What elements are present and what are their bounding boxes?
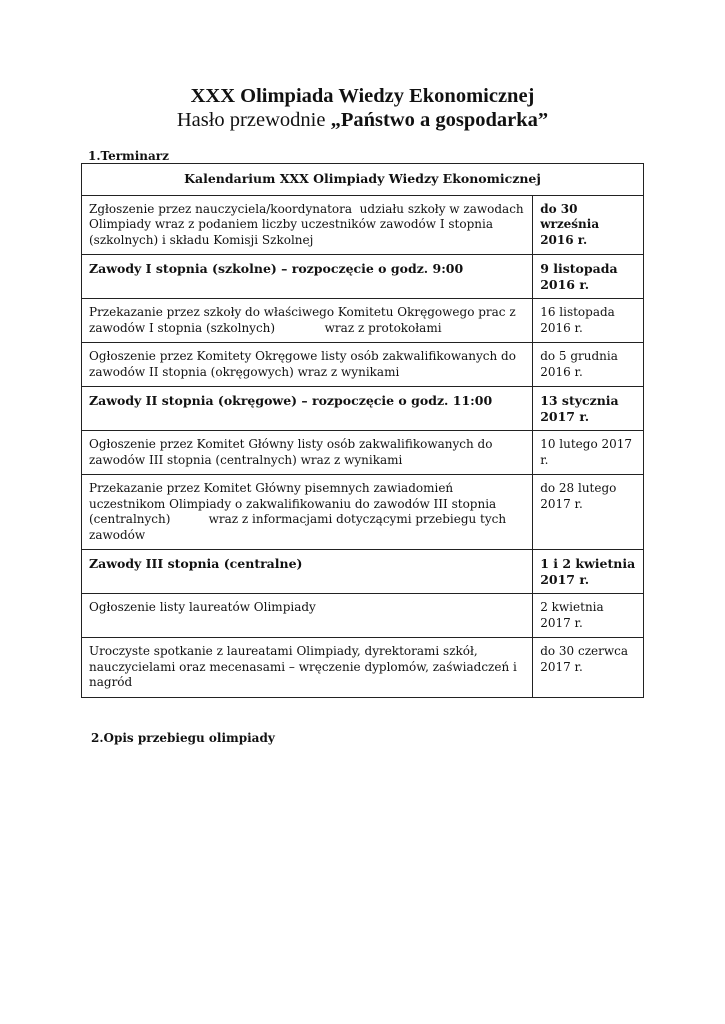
- event-date: 10 lutego 2017 r.: [533, 431, 644, 475]
- event-description: Zawody II stopnia (okręgowe) – rozpoczęcie o godz. 11:00: [82, 387, 533, 431]
- event-date: 9 listopada 2016 r.: [533, 255, 644, 299]
- table-row: [82, 594, 644, 638]
- event-description: Zgłoszenie przez nauczyciela/koordynatora udziału szkoły w zawodach Olimpiady wraz z podaniem liczby uczestników zawodów I stopnia (szkolnych) i składu Komisji Szkolnej: [82, 195, 533, 255]
- table-row: [82, 387, 644, 431]
- event-date: 2 kwietnia 2017 r.: [533, 594, 644, 638]
- subtitle-prefix: Hasło przewodnie: [176, 109, 331, 131]
- event-description: Przekazanie przez szkoły do właściwego Komitetu Okręgowego prac z zawodów I stopnia (szkolnych) wraz z protokołami: [82, 299, 533, 343]
- table-row: [82, 475, 644, 550]
- event-date: 13 stycznia 2017 r.: [533, 387, 644, 431]
- table-header: Kalendarium XXX Olimpiady Wiedzy Ekonomicznej: [82, 164, 644, 196]
- event-date: do 30 czerwca 2017 r.: [533, 638, 644, 698]
- subtitle-motto: „Państwo a gospodarka”: [330, 109, 549, 131]
- section-heading-description: 2.Opis przebiegu olimpiady: [91, 731, 275, 745]
- event-description: Ogłoszenie listy laureatów Olimpiady: [82, 594, 533, 638]
- event-date: do 5 grudnia 2016 r.: [533, 343, 644, 387]
- event-date: do 30 września 2016 r.: [533, 195, 644, 255]
- table-row: [82, 343, 644, 387]
- schedule-table: [81, 163, 644, 698]
- event-description: Ogłoszenie przez Komitety Okręgowe listy osób zakwalifikowanych do zawodów II stopnia (okręgowych) wraz z wynikami: [82, 343, 533, 387]
- section-heading-schedule: 1.Terminarz: [88, 149, 169, 163]
- event-date: do 28 lutego 2017 r.: [533, 475, 644, 550]
- event-description: Uroczyste spotkanie z laureatami Olimpiady, dyrektorami szkół, nauczycielami oraz mecenasami – wręczenie dyplomów, zaświadczeń i nagród: [82, 638, 533, 698]
- table-row: [82, 638, 644, 698]
- event-description: Przekazanie przez Komitet Główny pisemnych zawiadomień uczestnikom Olimpiady o zakwalifikowaniu do zawodów III stopnia (centralnych) wraz z informacjami dotyczącymi przebiegu tych zawodów: [82, 475, 533, 550]
- table-row: [82, 195, 644, 255]
- document-title: XXX Olimpiada Wiedzy Ekonomicznej: [190, 85, 535, 107]
- document-subtitle: [0, 108, 725, 132]
- event-description: Zawody III stopnia (centralne): [82, 550, 533, 594]
- table-header-row: [82, 164, 644, 196]
- table-row: [82, 431, 644, 475]
- table-row: [82, 255, 644, 299]
- event-date: 1 i 2 kwietnia 2017 r.: [533, 550, 644, 594]
- event-date: 16 listopada 2016 r.: [533, 299, 644, 343]
- event-description: Zawody I stopnia (szkolne) – rozpoczęcie o godz. 9:00: [82, 255, 533, 299]
- table-row: [82, 299, 644, 343]
- table-row: [82, 550, 644, 594]
- event-description: Ogłoszenie przez Komitet Główny listy osób zakwalifikowanych do zawodów III stopnia (centralnych) wraz z wynikami: [82, 431, 533, 475]
